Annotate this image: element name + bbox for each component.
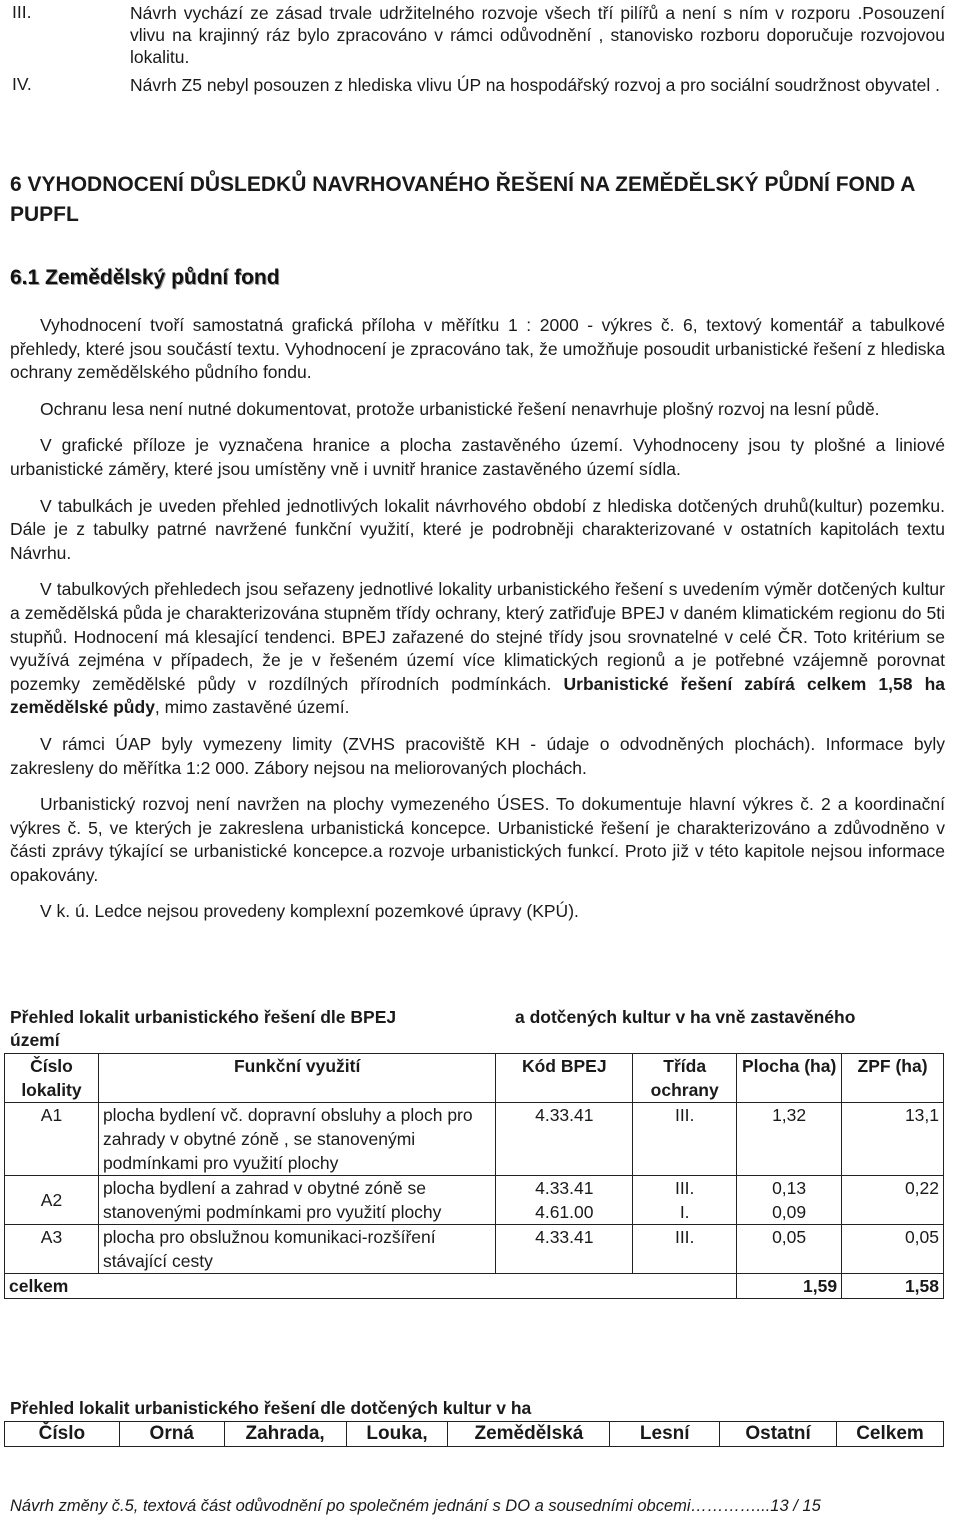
- header-funkce: Funkční využití: [98, 1054, 495, 1103]
- list-item-iii: Návrh vychází ze zásad trvale udržitelného rozvoje všech tří pilířů a není s ním v rozporu .Posouzení vlivu na krajinný ráz bylo zpracováno v rámci odůvodnění , stanovisko rozboru doporučuje rozvojovou lokalitu.: [130, 3, 945, 67]
- cell-use: plocha bydlení a zahrad v obytné zóně se stanovenými podmínkami pro využití plochy: [98, 1176, 495, 1225]
- cell-bpej: 4.33.41: [496, 1103, 633, 1176]
- paragraph-5-emphasis: Urbanistické řešení zabírá celkem 1,58 ha zemědělské půdy: [10, 673, 945, 718]
- paragraph-2: Ochranu lesa není nutné dokumentovat, protože urbanistické řešení nenavrhuje plošný rozvoj na lesní půdě.: [40, 398, 880, 419]
- section-heading: 6 VYHODNOCENÍ DŮSLEDKŮ NAVRHOVANÉHO ŘEŠENÍ NA ZEMĚDĚLSKÝ PŮDNÍ FOND A PUPFL: [10, 173, 915, 226]
- cell-trida: III. I.: [633, 1176, 737, 1225]
- paragraph-1: Vyhodnocení tvoří samostatná grafická příloha v měřítku 1 : 2000 - výkres č. 6, textový komentář a tabulkové přehledy, které jsou součástí textu. Vyhodnocení je zpracováno tak, že umožňuje posoudit urbanistické řešení z hlediska ochrany zemědělského půdního fondu.: [10, 315, 945, 383]
- paragraph-5: [10, 578, 945, 720]
- cell-use: plocha bydlení vč. dopravní obsluhy a ploch pro zahrady v obytné zóně , se stanovenými podmínkami pro využití plochy: [98, 1103, 495, 1176]
- cell-id: A1: [5, 1103, 99, 1176]
- cell-id: A2: [5, 1176, 99, 1225]
- cell-plocha: 1,32: [737, 1103, 842, 1176]
- table-header-row: [5, 1422, 944, 1447]
- cell-trida: III.: [633, 1225, 737, 1274]
- header-orna: Orná: [119, 1422, 224, 1447]
- table1-caption-end: území: [10, 1030, 60, 1050]
- header-plocha: Plocha (ha): [737, 1054, 842, 1103]
- list-number-iii: III.: [12, 2, 32, 22]
- header-celkem: Celkem: [837, 1422, 944, 1447]
- total-plocha: 1,59: [737, 1274, 842, 1299]
- culture-table: [4, 1421, 944, 1447]
- table-total-row: [5, 1274, 944, 1299]
- header-trida: Třída ochrany: [633, 1054, 737, 1103]
- cell-id: A3: [5, 1225, 99, 1274]
- header-zemedelska: Zemědělská: [448, 1422, 610, 1447]
- cell-bpej: 4.33.41 4.61.00: [496, 1176, 633, 1225]
- list-number-iv: IV.: [12, 74, 32, 94]
- header-bpej: Kód BPEJ: [496, 1054, 633, 1103]
- total-label: celkem: [5, 1274, 737, 1299]
- cell-zpf: 0,22: [842, 1176, 944, 1225]
- paragraph-4: V tabulkách je uveden přehled jednotlivých lokalit návrhového období z hlediska dotčených druhů(kultur) pozemku. Dále je z tabulky patrné navržené funkční využití, které je podrobněji charakterizované v ostatních kapitolách textu Návrhu.: [10, 495, 945, 563]
- list-item-iv: Návrh Z5 nebyl posouzen z hlediska vlivu ÚP na hospodářský rozvoj a pro sociální soudržnost obyvatel .: [130, 75, 940, 95]
- paragraph-6: V rámci ÚAP byly vymezeny limity (ZVHS pracoviště KH - údaje o odvodněných plochách). Informace byly zakresleny do měřítka 1:2 000. Zábory nejsou na meliorovaných plochách.: [10, 733, 945, 778]
- table-row: [5, 1225, 944, 1274]
- header-zahrada: Zahrada,: [224, 1422, 346, 1447]
- cell-zpf: 13,1: [842, 1103, 944, 1176]
- text-body: [10, 314, 945, 924]
- header-cislo: Číslo: [5, 1422, 120, 1447]
- cell-bpej: 4.33.41: [496, 1225, 633, 1274]
- header-zpf: ZPF (ha): [842, 1054, 944, 1103]
- paragraph-5-end: , mimo zastavěné území.: [154, 697, 350, 718]
- paragraph-5-text: V tabulkových přehledech jsou seřazeny jednotlivé lokality urbanistického řešení s uvedením výměr dotčených kultur a zemědělská půda je charakterizována stupněm třídy ochrany, který zatřiďuje BPEJ v daném klimatickém regionu do 5ti stupňů. Hodnocení má klesající tendenci. BPEJ zařazené do stejné třídy jsou srovnatelné v celé ČR. Toto kritérium se využívá zejména v případech, že je v řešeném území více klimatických regionů a je potřebné vzájemně porovnat pozemky zemědělské půdy v rozdílných přírodních podmínkách.: [10, 579, 945, 694]
- table2-caption: Přehled lokalit urbanistického řešení dle dotčených kultur v ha: [10, 1398, 532, 1418]
- table1-caption-right: a dotčených kultur v ha vně zastavěného: [515, 1007, 856, 1027]
- header-ostatni: Ostatní: [720, 1422, 837, 1447]
- cell-zpf: 0,05: [842, 1225, 944, 1274]
- paragraph-3: V grafické příloze je vyznačena hranice a plocha zastavěného území. Vyhodnoceny jsou ty plošné a liniové urbanistické záměry, které jsou umístěny vně i uvnitř hranice zastavěného území sídla.: [10, 435, 945, 479]
- table1-caption-left: Přehled lokalit urbanistického řešení dle BPEJ: [10, 1007, 397, 1027]
- page-footer: Návrh změny č.5, textová část odůvodnění po společném jednání s DO a sousedními obcemi…………...13 / 15: [10, 1497, 821, 1515]
- subsection-heading: 6.1 Zemědělský půdní fond: [10, 266, 280, 289]
- header-lesni: Lesní: [610, 1422, 720, 1447]
- cell-plocha: 0,05: [737, 1225, 842, 1274]
- header-louka: Louka,: [346, 1422, 448, 1447]
- cell-trida: III.: [633, 1103, 737, 1176]
- bpej-table: [4, 1053, 944, 1299]
- total-zpf: 1,58: [842, 1274, 944, 1299]
- paragraph-8: V k. ú. Ledce nejsou provedeny komplexní pozemkové úpravy (KPÚ).: [40, 901, 579, 922]
- table-row: [5, 1103, 944, 1176]
- table-row: [5, 1176, 944, 1225]
- cell-plocha: 0,13 0,09: [737, 1176, 842, 1225]
- table-header-row: [5, 1054, 944, 1103]
- paragraph-7: Urbanistický rozvoj není navržen na plochy vymezeného ÚSES. To dokumentuje hlavní výkres č. 2 a koordinační výkres č. 5, ve kterých je zakreslena urbanistická koncepce. Urbanistické řešení je charakterizováno a zdůvodněno v části zprávy týkající se urbanistické koncepce.a rozvoje urbanistických funkcí. Proto již v této kapitole nejsou informace opakovány.: [10, 794, 945, 885]
- cell-use: plocha pro obslužnou komunikaci-rozšíření stávající cesty: [98, 1225, 495, 1274]
- header-cislo: Číslo lokality: [5, 1054, 99, 1103]
